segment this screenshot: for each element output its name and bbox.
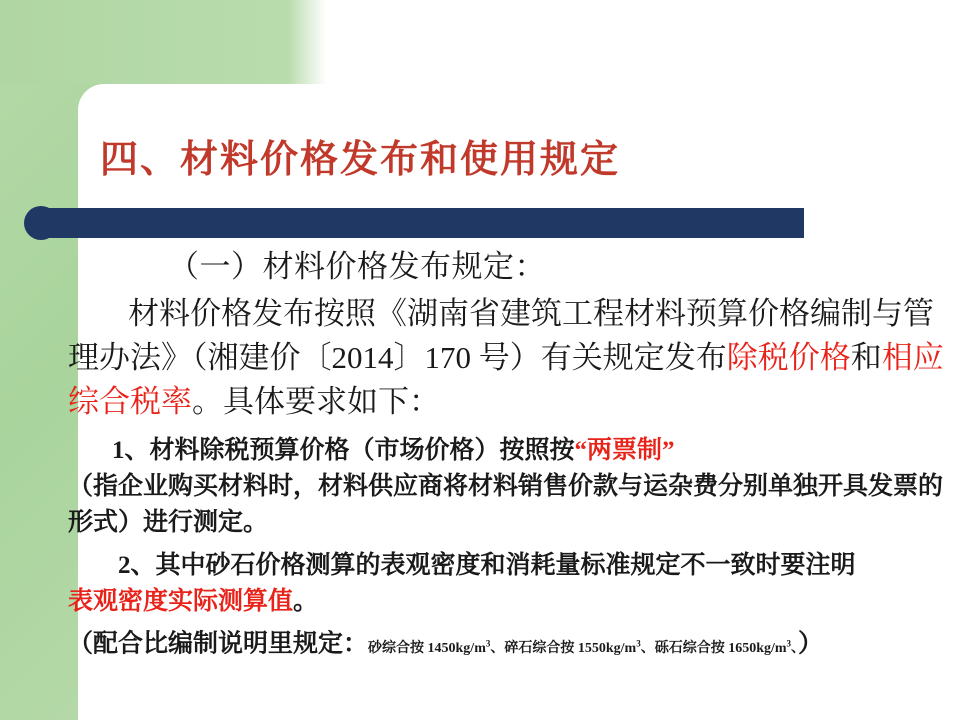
list-item-3-note [68, 626, 948, 666]
note-crushed-stone-unit-exp: 3 [636, 638, 641, 648]
highlight-two-invoice-system: “两票制” [574, 437, 675, 464]
highlight-apparent-density-value: 表观密度实际测算值 [68, 588, 294, 615]
list-item-2-body [68, 584, 948, 620]
highlight-tax-exclusive-price: 除税价格 [726, 340, 851, 375]
note-part-b: ） [798, 630, 824, 658]
page-title: 四、材料价格发布和使用规定 [100, 139, 621, 181]
note-small-print [368, 638, 799, 656]
list-item-1-lead [68, 432, 948, 469]
slide-body [68, 244, 948, 666]
note-trailing: 、 [791, 640, 799, 656]
note-sand-unit-exp: 3 [485, 638, 491, 648]
paragraph-part-a: 材料价格发布按照《湖南省建筑工程材料预算价格编制与管理办法》（湘建价〔2014〕170 号）有关规定发布 [68, 296, 934, 375]
list-item-2-part-b: 。 [293, 588, 319, 615]
list-item-1-part-a: 1、材料除税预算价格（市场价格）按照按 [112, 437, 575, 464]
accent-bar [28, 208, 804, 238]
list-item-2-lead [68, 547, 948, 584]
paragraph-publication-rule [68, 292, 948, 424]
list-item-2-part-a: 2、其中砂石价格测算的表观密度和消耗量标准规定不一致时要注明 [118, 552, 856, 579]
note-sand: 砂综合按 1450kg/m [368, 640, 486, 656]
note-gravel: 、砾石综合按 1650kg/m [640, 640, 787, 656]
note-part-a: （配合比编制说明里规定： [68, 630, 369, 658]
note-crushed-stone: 、碎石综合按 1550kg/m [490, 640, 637, 656]
paragraph-part-b: 和 [850, 340, 882, 375]
decorative-white-cover [340, 0, 960, 90]
highlight-composite-tax-rate: 相应综合税率 [68, 340, 944, 419]
paragraph-part-c: 。具体要求如下： [192, 384, 440, 419]
section-heading: （一）材料价格发布规定： [168, 249, 546, 284]
list-item-1-body: （指企业购买材料时，材料供应商将材料销售价款与运杂费分别单独开具发票的形式）进行测定。 [68, 473, 944, 536]
note-gravel-unit-exp: 3 [786, 638, 792, 648]
